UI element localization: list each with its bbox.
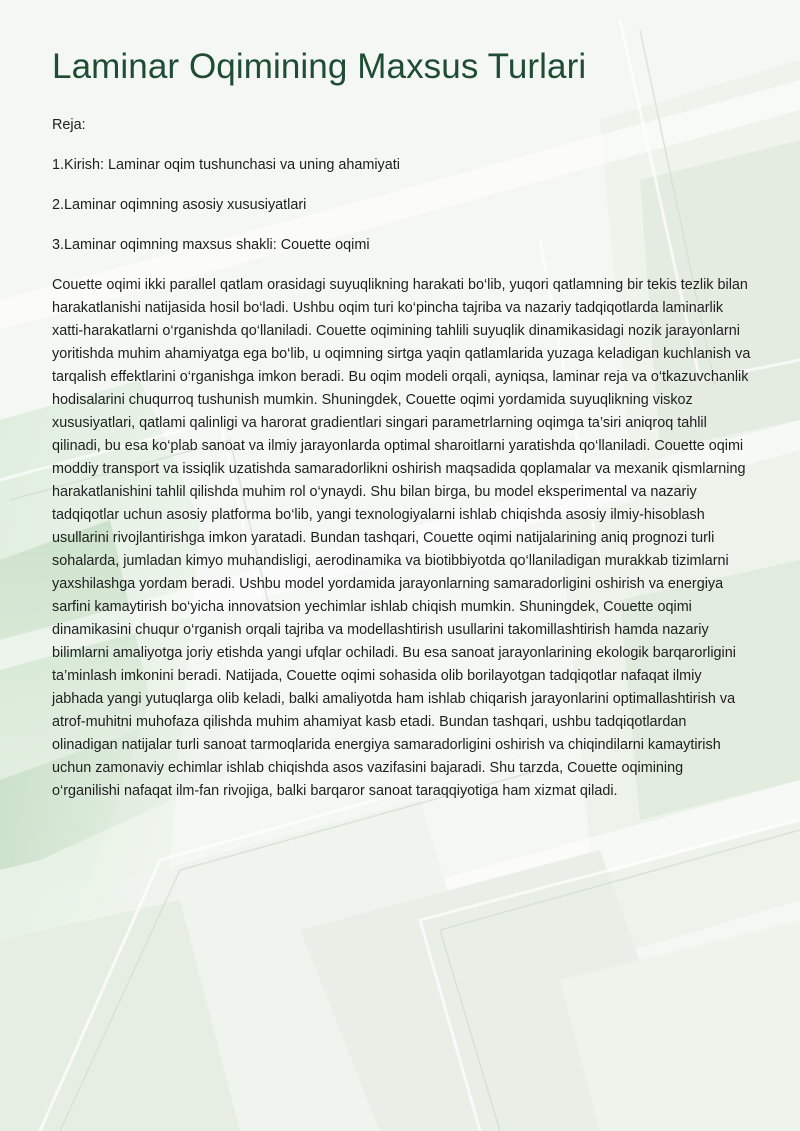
outline-item: 1.Kirish: Laminar oqim tushunchasi va uning ahamiyati (52, 157, 400, 173)
outline-label: Reja: (52, 117, 86, 133)
document-title: Laminar Oqimining Maxsus Turlari (52, 47, 587, 86)
document-content (52, 44, 754, 817)
body-paragraph: Couette oqimi ikki parallel qatlam orasidagi suyuqlikning harakati bo‘lib, yuqori qatlamning bir tekis tezlik bilan harakatlanishi natijasida hosil bo‘ladi. Ushbu oqim turi ko‘pincha tajriba va nazariy tadqiqotlarda laminarlik xatti-harakatlarni o‘rganishda qo‘llaniladi. Couette oqimining tahlili suyuqlik dinamikasidagi nozik jarayonlarni yoritishda muhim ahamiyatga ega bo‘lib, u oqimning sirtga yaqin qatlamlarida yuzaga keladigan kuchlanish va tarqalish effektlarini o‘rganishga imkon beradi. Bu oqim modeli orqali, ayniqsa, laminar reja va o‘tkazuvchanlik hodisalarini chuqurroq tushunish mumkin. Shuningdek, Couette oqimi yordamida suyuqlikning viskoz xususiyatlari, qatlami qalinligi va harorat gradientlari singari parametrlarning oqimga ta’siri aniqroq tahlil qilinadi, bu esa ko‘plab sanoat va ilmiy jarayonlarda optimal sharoitlarni yaratishda qo‘llaniladi. Couette oqimi moddiy transport va issiqlik uzatishda samaradorlikni oshirish maqsadida qoplamalar va mexanik qismlarning harakatlanishini tahlil qilishda muhim rol o‘ynaydi. Shu bilan birga, bu model eksperimental va nazariy tadqiqotlar uchun asosiy platforma bo‘lib, yangi texnologiyalarni ishlab chiqishda asosiy ilmiy-hisoblash usullarini rivojlantirishga imkon yaratadi. Bundan tashqari, Couette oqimi natijalarining aniq prognozi turli sohalarda, jumladan kimyo muhandisligi, aerodinamika va biotibbiyotda qo‘llaniladigan murakkab tizimlarni yaxshilashga yordam beradi. Ushbu model yordamida jarayonlarning samaradorligini oshirish va energiya sarfini kamaytirish bo‘yicha innovatsion yechimlar ishlab chiqish mumkin. Shuningdek, Couette oqimi dinamikasini chuqur o‘rganish orqali tajriba va modellashtirish usullarini takomillashtirish hamda nazariy bilimlarni amaliyotga joriy etishda yangi ufqlar ochiladi. Bu esa sanoat jarayonlarining ekologik barqarorligini ta’minlash imkonini beradi. Natijada, Couette oqimi sohasida olib borilayotgan tadqiqotlar nafaqat ilmiy jabhada yangi yutuqlarga olib keladi, balki amaliyotda ham ishlab chiqarish jarayonlarini optimallashtirish va atrof-muhitni muhofaza qilishda muhim ahamiyat kasb etadi. Bundan tashqari, ushbu tadqiqotlardan olinadigan natijalar turli sanoat tarmoqlarida energiya samaradorligini oshirish va chiqindilarni kamaytirish uchun zamonaviy echimlar ishlab chiqishda asos vazifasini bajaradi. Shu tarzda, Couette oqimining o‘rganilishi nafaqat ilm-fan rivojiga, balki barqaror sanoat taraqqiyotiga ham xizmat qiladi. (52, 277, 751, 799)
outline-item: 2.Laminar oqimning asosiy xususiyatlari (52, 197, 307, 213)
outline-item: 3.Laminar oqimning maxsus shakli: Couette oqimi (52, 237, 370, 253)
